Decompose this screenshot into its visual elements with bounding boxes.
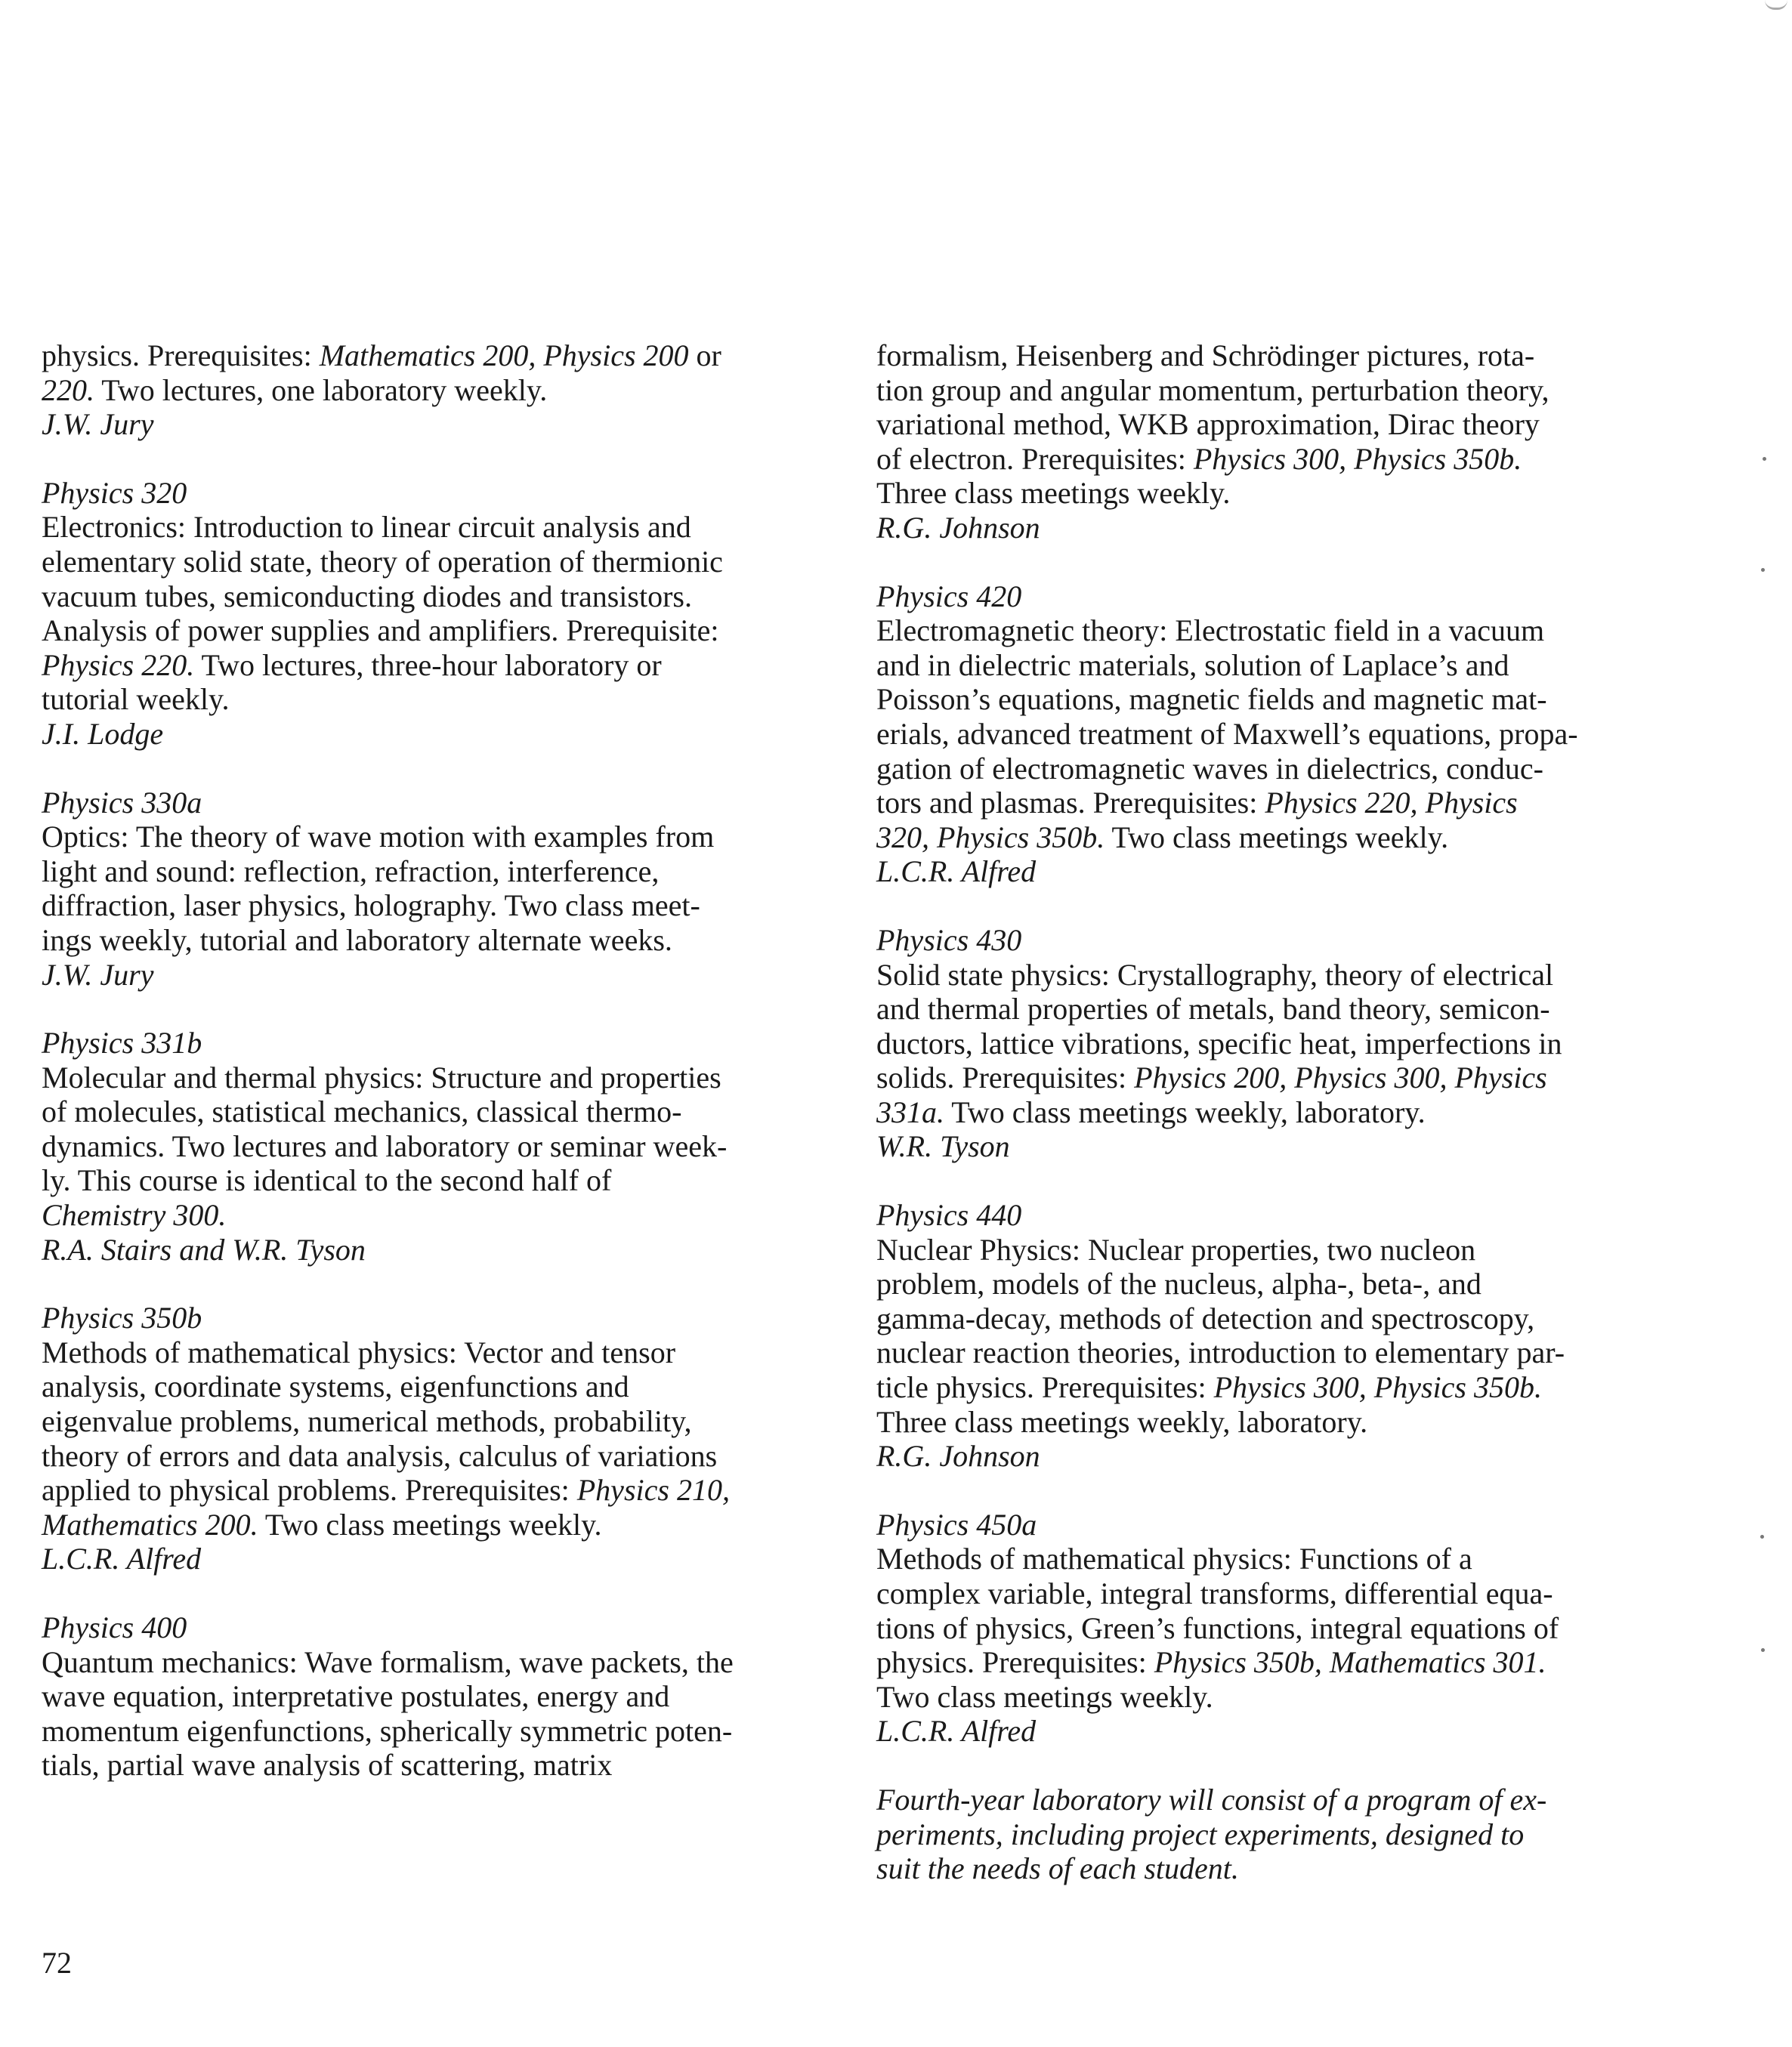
scan-speck bbox=[1760, 1535, 1764, 1539]
italic-text: Physics 450a bbox=[876, 1507, 1037, 1542]
text-line bbox=[876, 1783, 1692, 1817]
text-line bbox=[876, 1061, 1692, 1095]
italic-text: Physics 320 bbox=[42, 475, 187, 510]
text-run: gamma-decay, methods of detection and spectroscopy, bbox=[876, 1301, 1535, 1335]
text-run: Nuclear Physics: Nuclear properties, two nucleon bbox=[876, 1232, 1476, 1267]
text-run: physics. Prerequisites: bbox=[876, 1645, 1154, 1680]
text-run: Methods of mathematical physics: Functions of a bbox=[876, 1542, 1472, 1576]
text-line bbox=[42, 1748, 857, 1783]
italic-text: periments, including project experiments, designed to bbox=[876, 1817, 1525, 1851]
text-line bbox=[42, 1198, 857, 1233]
text-run: tutorial weekly. bbox=[42, 682, 230, 717]
text-run: Methods of mathematical physics: Vector and tensor bbox=[42, 1335, 676, 1369]
text-run: diffraction, laser physics, holography. Two class meet- bbox=[42, 888, 700, 923]
text-line bbox=[876, 476, 1692, 511]
course-entry bbox=[42, 786, 857, 993]
text-line bbox=[42, 1301, 857, 1335]
text-run: ings weekly, tutorial and laboratory alternate weeks. bbox=[42, 922, 672, 957]
text-line bbox=[42, 338, 857, 373]
course-entry bbox=[42, 338, 857, 442]
text-line bbox=[42, 1714, 857, 1749]
left-column bbox=[42, 338, 857, 1817]
text-line bbox=[42, 1542, 857, 1576]
italic-text: R.G. Johnson bbox=[876, 1439, 1040, 1474]
text-run: Electromagnetic theory: Electrostatic field in a vacuum bbox=[876, 613, 1545, 648]
text-line bbox=[42, 1439, 857, 1474]
text-run: elementary solid state, theory of operation of thermionic bbox=[42, 544, 723, 579]
text-line bbox=[876, 648, 1692, 683]
text-run: Quantum mechanics: Wave formalism, wave packets, the bbox=[42, 1644, 734, 1679]
course-entry bbox=[876, 579, 1692, 889]
text-run: Two class meetings weekly. bbox=[876, 1679, 1213, 1714]
text-run: and in dielectric materials, solution of Laplace’s and bbox=[876, 647, 1509, 682]
italic-text: Physics 331b bbox=[42, 1026, 202, 1061]
italic-text: Physics 420 bbox=[876, 579, 1022, 613]
text-line bbox=[876, 442, 1692, 477]
text-run: Two class meetings weekly. bbox=[1105, 820, 1449, 854]
text-line bbox=[876, 1095, 1692, 1130]
text-line bbox=[42, 1163, 857, 1198]
italic-text: W.R. Tyson bbox=[876, 1129, 1010, 1164]
text-line bbox=[42, 1095, 857, 1129]
text-line bbox=[876, 1645, 1692, 1680]
text-run: Molecular and thermal physics: Structure and properties bbox=[42, 1060, 721, 1095]
text-run: Two class meetings weekly. bbox=[258, 1507, 602, 1542]
italic-text: L.C.R. Alfred bbox=[876, 1714, 1037, 1749]
text-line bbox=[876, 1027, 1692, 1061]
text-run: variational method, WKB approximation, Dirac theory bbox=[876, 407, 1540, 442]
italic-text: Physics 400 bbox=[42, 1610, 187, 1644]
text-line bbox=[42, 1026, 857, 1061]
text-line bbox=[42, 1335, 857, 1370]
italic-text: Chemistry 300. bbox=[42, 1198, 227, 1233]
text-line bbox=[42, 854, 857, 889]
text-line bbox=[876, 1714, 1692, 1749]
text-line bbox=[876, 717, 1692, 752]
text-run: gation of electromagnetic waves in dielectrics, conduc- bbox=[876, 751, 1543, 786]
text-run: ductors, lattice vibrations, specific heat, imperfections in bbox=[876, 1026, 1562, 1061]
italic-text: J.I. Lodge bbox=[42, 716, 164, 751]
text-line bbox=[42, 923, 857, 958]
text-line bbox=[42, 1679, 857, 1714]
course-entry bbox=[42, 476, 857, 752]
text-run: Three class meetings weekly, laboratory. bbox=[876, 1404, 1368, 1439]
text-run: tors and plasmas. Prerequisites: bbox=[876, 786, 1265, 820]
text-run: formalism, Heisenberg and Schrödinger pictures, rota- bbox=[876, 338, 1535, 372]
text-line bbox=[42, 545, 857, 579]
text-run: theory of errors and data analysis, calculus of variations bbox=[42, 1438, 718, 1473]
text-line bbox=[876, 1301, 1692, 1336]
text-line bbox=[42, 407, 857, 442]
text-line bbox=[876, 511, 1692, 545]
italic-text: Physics 440 bbox=[876, 1198, 1022, 1233]
text-run: Optics: The theory of wave motion with examples from bbox=[42, 820, 715, 854]
text-line bbox=[876, 1576, 1692, 1611]
text-run: Poisson’s equations, magnetic fields and magnetic mat- bbox=[876, 682, 1547, 717]
text-run: problem, models of the nucleus, alpha-, beta-, and bbox=[876, 1267, 1481, 1301]
text-line bbox=[876, 682, 1692, 717]
text-line bbox=[876, 1611, 1692, 1646]
text-run: Two lectures, one laboratory weekly. bbox=[94, 372, 548, 407]
scan-mark bbox=[1765, 0, 1787, 10]
text-line bbox=[42, 1645, 857, 1680]
italic-text: 220. bbox=[42, 372, 94, 407]
text-line bbox=[876, 1129, 1692, 1164]
scan-speck bbox=[1761, 568, 1765, 572]
text-run: momentum eigenfunctions, spherically symmetric poten- bbox=[42, 1713, 733, 1748]
italic-text: Physics 350b bbox=[42, 1301, 202, 1335]
course-entry bbox=[876, 1508, 1692, 1749]
text-line bbox=[876, 1267, 1692, 1301]
text-line bbox=[876, 786, 1692, 820]
text-run: physics. Prerequisites: bbox=[42, 338, 320, 372]
text-line bbox=[876, 923, 1692, 958]
text-line bbox=[876, 1542, 1692, 1576]
text-line bbox=[42, 1404, 857, 1439]
text-run: Electronics: Introduction to linear circuit analysis and bbox=[42, 510, 691, 545]
right-column bbox=[876, 338, 1692, 1920]
course-entry bbox=[42, 1610, 857, 1783]
text-run: vacuum tubes, semiconducting diodes and transistors. bbox=[42, 579, 692, 613]
text-line bbox=[42, 1233, 857, 1267]
text-run: applied to physical problems. Prerequisites: bbox=[42, 1473, 577, 1508]
text-line bbox=[876, 1439, 1692, 1474]
italic-text: Physics 210, bbox=[576, 1473, 730, 1508]
text-line bbox=[42, 958, 857, 993]
italic-text: Physics 300, Physics 350b. bbox=[1193, 441, 1522, 476]
italic-text: Physics 430 bbox=[876, 922, 1022, 957]
text-line bbox=[876, 1680, 1692, 1715]
text-run: erials, advanced treatment of Maxwell’s equations, propa- bbox=[876, 716, 1578, 751]
italic-text: Physics 220. bbox=[42, 647, 195, 682]
italic-text: suit the needs of each student. bbox=[876, 1851, 1239, 1886]
text-run: solids. Prerequisites: bbox=[876, 1061, 1135, 1095]
text-line bbox=[42, 373, 857, 408]
text-line bbox=[42, 682, 857, 717]
text-line bbox=[876, 752, 1692, 786]
text-run: eigenvalue problems, numerical methods, probability, bbox=[42, 1404, 692, 1439]
text-run: tion group and angular momentum, perturbation theory, bbox=[876, 372, 1549, 407]
course-entry bbox=[876, 338, 1692, 545]
text-run: dynamics. Two lectures and laboratory or seminar week- bbox=[42, 1128, 728, 1163]
text-line bbox=[42, 613, 857, 648]
text-run: analysis, coordinate systems, eigenfunctions and bbox=[42, 1369, 629, 1404]
text-run: complex variable, integral transforms, differential equa- bbox=[876, 1576, 1553, 1610]
text-line bbox=[42, 648, 857, 683]
text-line bbox=[42, 510, 857, 545]
text-run: Two class meetings weekly, laboratory. bbox=[944, 1095, 1426, 1129]
text-line bbox=[876, 1508, 1692, 1542]
text-line bbox=[42, 1129, 857, 1164]
italic-text: Physics 300, Physics 350b. bbox=[1213, 1370, 1542, 1405]
italic-text: J.W. Jury bbox=[42, 407, 154, 442]
text-line bbox=[876, 1851, 1692, 1886]
scan-speck bbox=[1763, 457, 1766, 461]
text-line bbox=[42, 717, 857, 752]
text-run: nuclear reaction theories, introduction to elementary par- bbox=[876, 1335, 1565, 1370]
course-entry bbox=[876, 1783, 1692, 1886]
text-line bbox=[876, 854, 1692, 889]
course-entry bbox=[42, 1026, 857, 1267]
text-line bbox=[42, 1473, 857, 1508]
text-run: Solid state physics: Crystallography, theory of electrical bbox=[876, 957, 1554, 992]
text-run: of molecules, statistical mechanics, classical thermo- bbox=[42, 1095, 682, 1129]
text-line bbox=[876, 1233, 1692, 1267]
course-entry bbox=[876, 923, 1692, 1164]
text-line bbox=[42, 786, 857, 820]
text-line bbox=[42, 888, 857, 923]
italic-text: Mathematics 200. bbox=[42, 1507, 258, 1542]
text-line bbox=[876, 338, 1692, 373]
italic-text: R.G. Johnson bbox=[876, 510, 1040, 545]
text-line bbox=[876, 1817, 1692, 1852]
text-line bbox=[876, 820, 1692, 855]
text-run: and thermal properties of metals, band theory, semicon- bbox=[876, 992, 1550, 1027]
italic-text: Fourth-year laboratory will consist of a program of ex- bbox=[876, 1782, 1547, 1817]
text-line bbox=[876, 579, 1692, 614]
text-run: light and sound: reflection, refraction, interference, bbox=[42, 854, 660, 888]
text-run: ticle physics. Prerequisites: bbox=[876, 1370, 1214, 1405]
text-line bbox=[876, 613, 1692, 648]
text-line bbox=[42, 1061, 857, 1095]
text-line bbox=[42, 1369, 857, 1404]
text-line bbox=[42, 476, 857, 511]
page-number: 72 bbox=[42, 1946, 72, 1980]
italic-text: J.W. Jury bbox=[42, 957, 154, 992]
text-line bbox=[42, 1508, 857, 1542]
text-run: wave equation, interpretative postulates, energy and bbox=[42, 1679, 670, 1714]
italic-text: Physics 200, Physics 300, Physics bbox=[1134, 1061, 1547, 1095]
italic-text: Physics 220, Physics bbox=[1265, 786, 1518, 820]
text-run: ly. This course is identical to the second half of bbox=[42, 1163, 612, 1198]
text-line bbox=[876, 992, 1692, 1027]
text-line bbox=[876, 373, 1692, 408]
italic-text: R.A. Stairs and W.R. Tyson bbox=[42, 1232, 366, 1267]
text-run: tials, partial wave analysis of scattering, matrix bbox=[42, 1748, 613, 1783]
scan-speck bbox=[1761, 1648, 1765, 1652]
course-entry bbox=[42, 1301, 857, 1576]
text-run: of electron. Prerequisites: bbox=[876, 441, 1194, 476]
italic-text: 331a. bbox=[876, 1095, 944, 1129]
text-line bbox=[876, 1405, 1692, 1440]
text-run: or bbox=[688, 338, 721, 372]
text-line bbox=[876, 407, 1692, 442]
text-line bbox=[876, 1370, 1692, 1405]
italic-text: Physics 330a bbox=[42, 785, 202, 820]
text-line bbox=[876, 1335, 1692, 1370]
text-run: Two lectures, three-hour laboratory or bbox=[194, 647, 662, 682]
text-line bbox=[42, 820, 857, 854]
text-run: Analysis of power supplies and amplifiers. Prerequisite: bbox=[42, 613, 719, 648]
text-line bbox=[42, 1610, 857, 1645]
text-line bbox=[876, 958, 1692, 993]
course-entry bbox=[876, 1198, 1692, 1474]
text-line bbox=[876, 1198, 1692, 1233]
italic-text: 320, Physics 350b. bbox=[876, 820, 1105, 854]
text-line bbox=[42, 579, 857, 614]
text-run: Three class meetings weekly. bbox=[876, 476, 1231, 511]
text-run: tions of physics, Green’s functions, integral equations of bbox=[876, 1610, 1559, 1645]
italic-text: Physics 350b, Mathematics 301. bbox=[1154, 1645, 1546, 1680]
italic-text: L.C.R. Alfred bbox=[876, 854, 1037, 889]
italic-text: Mathematics 200, Physics 200 bbox=[319, 338, 689, 372]
italic-text: L.C.R. Alfred bbox=[42, 1542, 202, 1576]
